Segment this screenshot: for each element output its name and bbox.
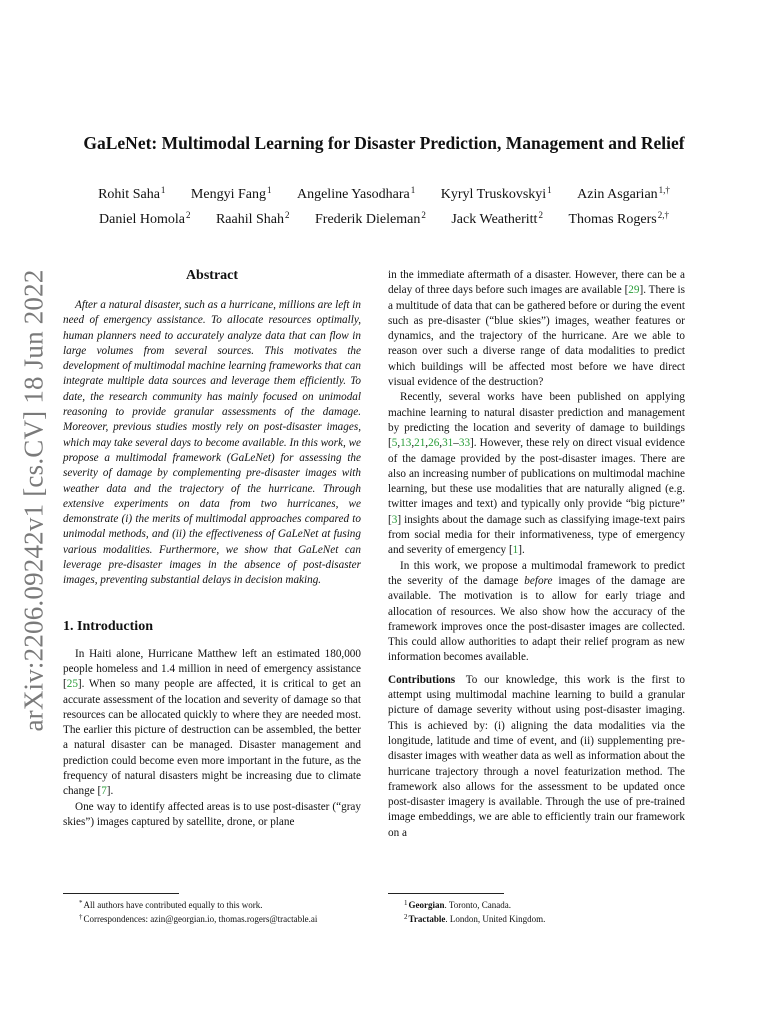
right-column — [388, 268, 685, 841]
citation-link[interactable]: 1 — [512, 544, 519, 557]
author-row-2 — [0, 210, 768, 228]
author — [451, 210, 543, 228]
abstract-text: After a natural disaster, such as a hurricane, millions are left in need of emergency assistance. To allocate resources optimally, human planners need to accurately analyze data that can flow in large volumes from several sources. This motivates the development of multimodal machine learning frameworks that can integrate multiple data sources and leverage them efficiently. To date, the research community has mainly focused on unimodal reasoning to provide granular assessments of the damage. Moreover, previous studies mostly rely on post-disaster images, which may take several days to become available. In this work, we propose a multimodal framework (GaLeNet) for assessing the severity of damage by complementing pre-disaster images with weather data and the trajectory of the hurricane. Through extensive experiments on data from two hurricanes, we demonstrate (i) the merits of multimodal approaches compared to unimodal methods, and (ii) the effectiveness of GaLeNet at fusing various modalities. Furthermore, we show that GaLeNet can leverage pre-disaster images in the absence of post-disaster images, preventing substantial delays in decision making. — [63, 299, 361, 587]
right-paragraph-1: in the immediate aftermath of a disaster. However, there can be a delay of three days before such images are available [29]. There is a multitude of data that can be gathered before or during the event such as pre-disaster (“blue skies”) images, weather features or dynamics, and the trajectory of the hurricane. Are we able to reason over such a diverse range of data modalities to predict which buildings will be affected most before we have direct visual evidence of the destruction? — [388, 269, 685, 389]
arxiv-sidebar-stamp — [12, 269, 56, 732]
affiliation-mark: 1 — [547, 185, 552, 195]
citation-link[interactable]: 7 — [101, 785, 107, 798]
intro-paragraph-2: One way to identify affected areas is to use post-disaster (“gray skies”) images captured by satellite, drone, or plane — [63, 800, 361, 828]
affiliation-mark: 1 — [410, 185, 416, 195]
author — [568, 210, 669, 228]
right-paragraph-2: Recently, several works have been published on applying machine learning to natural disaster prediction and management by predicting the location and severity of damage to buildings [5,13,21,26,31–33]. However, these rely on direct visual evidence of the damage provided by the post-disaster images. There are also an increasing number of publications on multimodal machine learning, but these use modalities that are naturally aligned (e.g. twitter images and text) and typically only provide “big picture” [3] insights about the damage such as classifying image-text pairs from social media for their informativeness, type of emergency and severity of emergency [1]. — [388, 391, 685, 557]
affiliation-mark: 2 — [185, 210, 191, 220]
citation-link[interactable]: 21 — [414, 437, 426, 450]
citation-link[interactable]: 33 — [458, 437, 471, 450]
affiliation-mark: 2 — [285, 210, 290, 220]
citation-link[interactable]: 3 — [391, 513, 398, 526]
citation-link[interactable]: 29 — [628, 284, 640, 297]
emphasis-before: before — [524, 574, 553, 587]
footnote: $^2$Tractable. London, United Kingdom. — [404, 913, 546, 925]
author-name: Frederik Dieleman — [315, 212, 421, 227]
author — [441, 185, 552, 203]
affiliation-mark: 1 — [266, 185, 272, 195]
footnote: †Correspondences: azin@georgian.io, thomas.rogers@tractable.ai — [79, 913, 318, 925]
author — [297, 185, 415, 203]
citation-link[interactable]: 5 — [391, 437, 398, 450]
footnote-rule-left — [63, 893, 179, 894]
citation-link[interactable]: 25 — [66, 678, 78, 691]
affiliation-mark: 2 — [421, 210, 426, 220]
contributions-paragraph: Contributions To our knowledge, this work is the first to attempt using multimodal machine learning to build a granular picture of damage severity without using post-disaster imaging. This is achieved by: (i) aligning the data modalities via the longitude, latitude and time of event, and (ii) supplementing pre-disaster images with weather data as well as information about the hurricane trajectory through a novel featurization method. The framework also allows for the assessment to be updated once post-disaster imagery is available. Through the use of pre-trained image embeddings, we are able to efficiently train our framework on a — [388, 673, 685, 839]
author — [99, 210, 190, 228]
affiliation-mark: 2,† — [657, 210, 669, 220]
author-name: Kyryl Truskovskyi — [440, 187, 547, 202]
footnotes-left — [63, 897, 361, 926]
author — [315, 210, 426, 228]
author-name: Daniel Homola — [99, 212, 185, 227]
author-name: Raahil Shah — [215, 212, 284, 227]
footnote: $^1$Georgian. Toronto, Canada. — [404, 899, 511, 910]
affiliation-mark: 2 — [538, 210, 543, 220]
footnote-rule-right — [388, 893, 504, 894]
section-heading-introduction: 1. Introduction — [63, 618, 153, 634]
author — [98, 185, 165, 203]
author-name: Rohit Saha — [98, 187, 160, 202]
author — [191, 185, 272, 203]
author-row-1 — [0, 185, 768, 203]
footnotes-right — [388, 897, 685, 926]
author-name: Angeline Yasodhara — [296, 187, 410, 202]
author-name: Thomas Rogers — [568, 212, 657, 227]
author-name: Mengyi Fang — [190, 187, 266, 202]
intro-paragraph-1: In Haiti alone, Hurricane Matthew left an estimated 180,000 people homeless and 1.4 million in need of emergency assistance [25]. When so many people are affected, it is critical to get an accurate assessment of the location and severity of damage so that resources can be allocated quickly to where they are needed most. The earlier this picture of destruction can be assembled, the better a natural disaster can be managed. Disaster management and prediction could become even more important in the future, as the frequency of natural disasters might be increasing due to climate change [7]. — [63, 647, 361, 798]
abstract-heading: Abstract — [185, 268, 239, 283]
affiliation-mark: 1,† — [658, 185, 670, 195]
author-name: Jack Weatheritt — [451, 212, 538, 227]
paper-title: GaLeNet: Multimodal Learning for Disaster Prediction, Management and Relief — [83, 133, 685, 153]
footnote: *All authors have contributed equally to this work. — [79, 899, 263, 910]
right-paragraph-3: In this work, we propose a multimodal framework to predict the severity of the damage before images of the damage are available. The motivation is to allow for early triage and allocation of resources. We also show how the accuracy of the framework improves once the post-disaster images are collected. This could allow authorities to adapt their relief program as new information becomes available. — [388, 559, 685, 664]
citation-link[interactable]: 26 — [428, 437, 440, 450]
left-column — [63, 268, 361, 830]
citation-link[interactable]: 31 — [442, 437, 454, 450]
contributions-label: Contributions — [388, 673, 456, 686]
author — [216, 210, 290, 228]
author-name: Azin Asgarian — [577, 187, 658, 202]
citation-link[interactable]: 13 — [400, 437, 412, 450]
affiliation-mark: 1 — [160, 185, 166, 195]
arxiv-id-text: arXiv:2206.09242v1 [cs.CV] 18 Jun 2022 — [18, 269, 49, 732]
author — [577, 185, 670, 203]
